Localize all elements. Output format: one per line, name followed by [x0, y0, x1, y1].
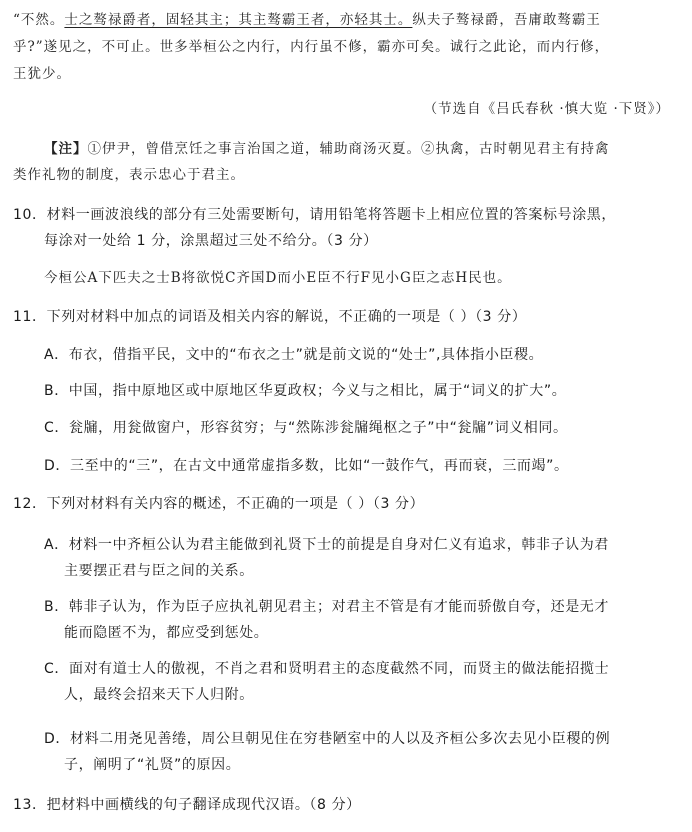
q12-option-d-line-1: D．材料二用尧见善绻，周公旦朝见住在穷巷陋室中的人以及齐桓公多次去见小臣稷的例: [44, 731, 611, 747]
q11-option-d: D．三至中的“三”，在古文中通常虚指多数，比如“一鼓作气，再而衰，三而竭”。: [44, 458, 569, 474]
passage-line-3: 王犹少。: [13, 66, 71, 82]
q13-stem: 13．把材料中画横线的句子翻译成现代汉语。（8 分）: [13, 797, 361, 813]
q10-stem-line-2: 每涂对一处给 1 分，涂黑超过三处不给分。（3 分）: [44, 233, 378, 249]
q11-stem: 11．下列对材料中加点的词语及相关内容的解说，不正确的一项是（ ）（3 分）: [13, 309, 527, 325]
q12-stem: 12．下列对材料有关内容的概述，不正确的一项是（ ）（3 分）: [13, 496, 425, 512]
q11-option-c: C．瓮牖，用瓮做窗户，形容贫穷；与“然陈涉瓮牖绳枢之子”中“瓮牖”词义相同。: [44, 420, 568, 436]
q12-option-b-line-2: 能而隐匿不为，都应受到惩处。: [64, 625, 269, 641]
passage-line-1-start: “不然。: [13, 12, 65, 28]
q12-option-d-line-2: 子，阐明了“礼贤”的原因。: [64, 757, 241, 773]
q11-option-b: B．中国，指中原地区或中原地区华夏政权；今义与之相比，属于“词义的扩大”。: [44, 383, 567, 399]
note-line-2: 类作礼物的制度，表示忠心于君主。: [13, 167, 245, 183]
q12-option-c-line-1: C．面对有道士人的傲视，不肖之君和贤明君主的态度截然不同，而贤主的做法能招揽士: [44, 661, 610, 677]
underlined-sentence: 士之骜禄爵者，固轻其主；其主骜霸王者，亦轻其士。: [64, 12, 413, 28]
q11-option-a: A．布衣，借指平民，文中的“布衣之士”就是前文说的“处士”,具体指小臣稷。: [44, 347, 544, 363]
passage-line-1: [13, 10, 601, 30]
passage-line-2: 乎?”遂见之，不可止。世多举桓公之内行，内行虽不修，霸亦可矣。诚行之此论，而内行修，: [13, 39, 610, 55]
passage-source: （节选自《吕氏春秋 ·慎大览 ·下贤》）: [423, 101, 670, 117]
q12-option-a-line-2: 主要摆正君与臣之间的关系。: [64, 563, 254, 579]
q12-option-b-line-1: B．韩非子认为，作为臣子应执礼朝见君主；对君主不管是有才能而骄傲自夸，还是无才: [44, 599, 610, 615]
q12-option-a-line-1: A．材料一中齐桓公认为君主能做到礼贤下士的前提是自身对仁义有追求，韩非子认为君: [44, 537, 609, 553]
note-line-1: [44, 139, 610, 159]
q12-option-c-line-2: 人，最终会招来天下人归附。: [64, 687, 254, 703]
note-label: 【注】: [44, 141, 88, 157]
q10-punctuation-text: 今桓公A下匹夫之士B将欲悦C齐国D而小E臣不行F见小G臣之志H民也。: [44, 270, 512, 286]
passage-line-1-end: 纵夫子骜禄爵，吾庸敢骜霸王: [412, 12, 601, 28]
note-text-1: ①伊尹，曾借烹饪之事言治国之道，辅助商汤灭夏。②执禽，古时朝见君主有持禽: [87, 141, 610, 157]
q10-stem-line-1: 10．材料一画波浪线的部分有三处需要断句，请用铅笔将答题卡上相应位置的答案标号涂黑，: [13, 207, 617, 223]
